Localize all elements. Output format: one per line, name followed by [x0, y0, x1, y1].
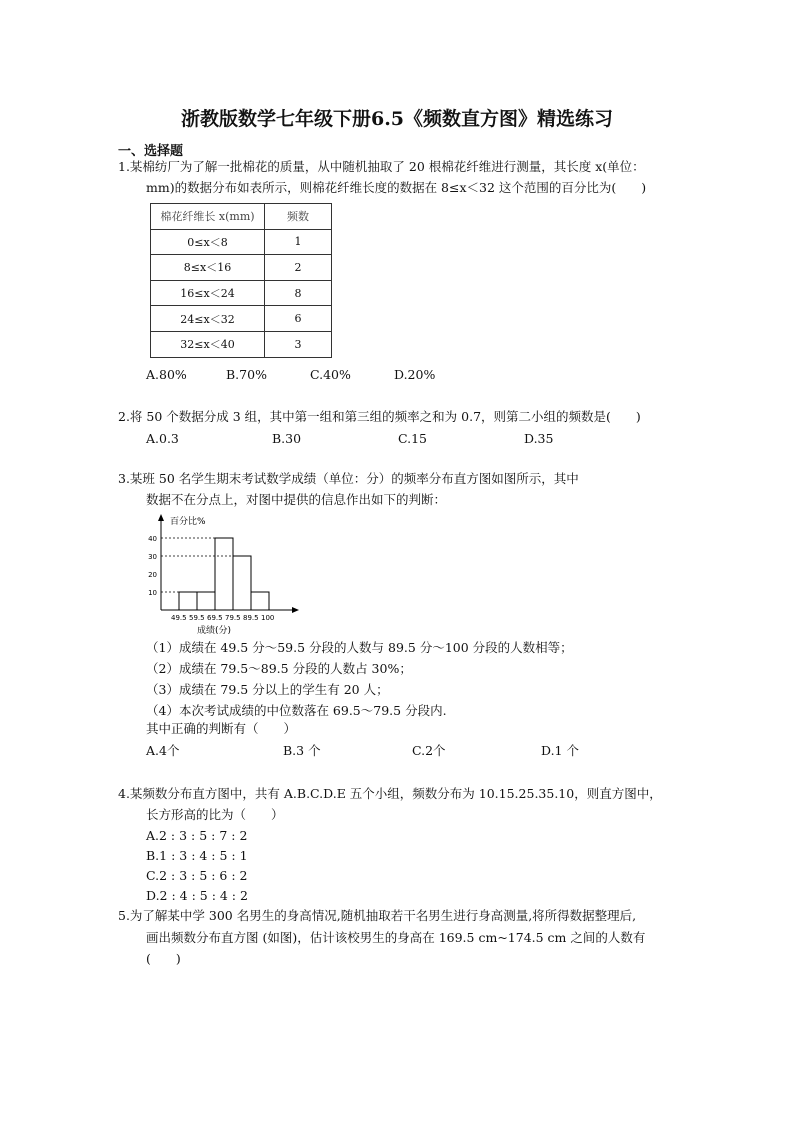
table-cell: 8≤x＜16 [151, 255, 265, 281]
table-row [151, 306, 332, 332]
q3-option-b: B.3 个 [283, 743, 321, 758]
q3-question: 其中正确的判断有（ ） [146, 721, 297, 736]
y-axis-label: 百分比% [170, 517, 206, 527]
table-cell: 3 [265, 331, 332, 357]
x-tick-label: 69.5 [207, 614, 223, 622]
x-tick-label: 49.5 [171, 614, 187, 622]
q3-statement-3: （3）成绩在 79.5 分以上的学生有 20 人； [146, 682, 389, 697]
q4-option-c: C.2 : 3 : 5 : 6 : 2 [146, 868, 248, 883]
q2-option-b: B.30 [272, 431, 302, 446]
x-tick-label: 79.5 [225, 614, 241, 622]
x-tick-label: 100 [261, 614, 275, 622]
q1-option-d: D.20% [394, 367, 436, 382]
histogram-group [148, 514, 299, 636]
histogram-bar [233, 556, 251, 610]
histogram-bar [251, 592, 269, 610]
q5-line3: ( ) [146, 951, 181, 966]
q5-line2: 画出频数分布直方图 (如图)，估计该校男生的身高在 169.5 cm~174.5 cm 之间的人数有 [146, 930, 646, 945]
table-cell: 1 [265, 229, 332, 255]
page-title: 浙教版数学七年级下册6.5《频数直方图》精选练习 [180, 108, 614, 130]
table-header-cell: 频数 [265, 204, 332, 230]
x-axis-label: 成绩(分) [197, 626, 232, 636]
q5-line1: 5.为了解某中学 300 名男生的身高情况,随机抽取若干名男生进行身高测量,将所得数据整理后, [118, 908, 637, 923]
y-tick-label: 10 [148, 589, 157, 597]
histogram-bar [215, 538, 233, 610]
table-row [151, 280, 332, 306]
table-cell: 16≤x＜24 [151, 280, 265, 306]
q4-line2: 长方形高的比为（ ） [146, 807, 284, 822]
table-cell: 8 [265, 280, 332, 306]
q1-option-b: B.70% [226, 367, 267, 382]
q3-statement-2: （2）成绩在 79.5～89.5 分段的人数占 30%； [146, 661, 412, 676]
table-cell: 0≤x＜8 [151, 229, 265, 255]
table-row [151, 331, 332, 357]
table-row [151, 255, 332, 281]
table-row [151, 229, 332, 255]
table-cell: 24≤x＜32 [151, 306, 265, 332]
q1-option-c: C.40% [310, 367, 351, 382]
table-cell: 32≤x＜40 [151, 331, 265, 357]
q3-option-c: C.2个 [412, 743, 446, 758]
q1-option-a: A.80% [146, 367, 187, 382]
q4-option-b: B.1 : 3 : 4 : 5 : 1 [146, 848, 248, 863]
table-header-row [151, 204, 332, 230]
y-tick-label: 30 [148, 553, 157, 561]
q3-line2: 数据不在分点上，对图中提供的信息作出如下的判断： [146, 492, 447, 507]
q2-option-a: A.0.3 [146, 431, 179, 446]
q4-option-d: D.2 : 4 : 5 : 4 : 2 [146, 888, 248, 903]
q2-option-c: C.15 [398, 431, 427, 446]
q3-statement-4: （4）本次考试成绩的中位数落在 69.5～79.5 分段内. [146, 703, 447, 718]
q1-line2: mm)的数据分布如表所示，则棉花纤维长度的数据在 8≤x＜32 这个范围的百分比为( ) [146, 180, 647, 195]
q3-line1: 3.某班 50 名学生期末考试数学成绩（单位：分）的频率分布直方图如图所示，其中 [118, 471, 579, 486]
x-tick-label: 89.5 [243, 614, 259, 622]
q2-line1: 2.将 50 个数据分成 3 组，其中第一组和第三组的频率之和为 0.7，则第二小组的频数是( ) [118, 409, 641, 424]
q3-option-d: D.1 个 [541, 743, 579, 758]
q4-line1: 4.某频数分布直方图中，共有 A.B.C.D.E 五个小组，频数分布为 10.15.25.35.10，则直方图中， [118, 786, 662, 801]
table-cell: 2 [265, 255, 332, 281]
table-header-cell: 棉花纤维长 x(mm) [151, 204, 265, 230]
q1-line1: 1.某棉纺厂为了解一批棉花的质量，从中随机抽取了 20 根棉花纤维进行测量，其长度 x(单位： [118, 159, 645, 174]
x-tick-label: 59.5 [189, 614, 205, 622]
y-axis-arrow [158, 514, 164, 521]
histogram-chart [140, 512, 310, 637]
q3-statement-1: （1）成绩在 49.5 分～59.5 分段的人数与 89.5 分～100 分段的人数相等； [146, 640, 573, 655]
table-cell: 6 [265, 306, 332, 332]
fiber-length-table [150, 203, 332, 358]
q3-option-a: A.4个 [146, 743, 180, 758]
histogram-bar [197, 592, 215, 610]
y-tick-label: 20 [148, 571, 157, 579]
q4-option-a: A.2 : 3 : 5 : 7 : 2 [146, 828, 248, 843]
histogram-bar [179, 592, 197, 610]
q2-option-d: D.35 [524, 431, 554, 446]
x-axis-arrow [292, 607, 299, 613]
y-tick-label: 40 [148, 535, 157, 543]
section-heading: 一、选择题 [118, 144, 184, 159]
